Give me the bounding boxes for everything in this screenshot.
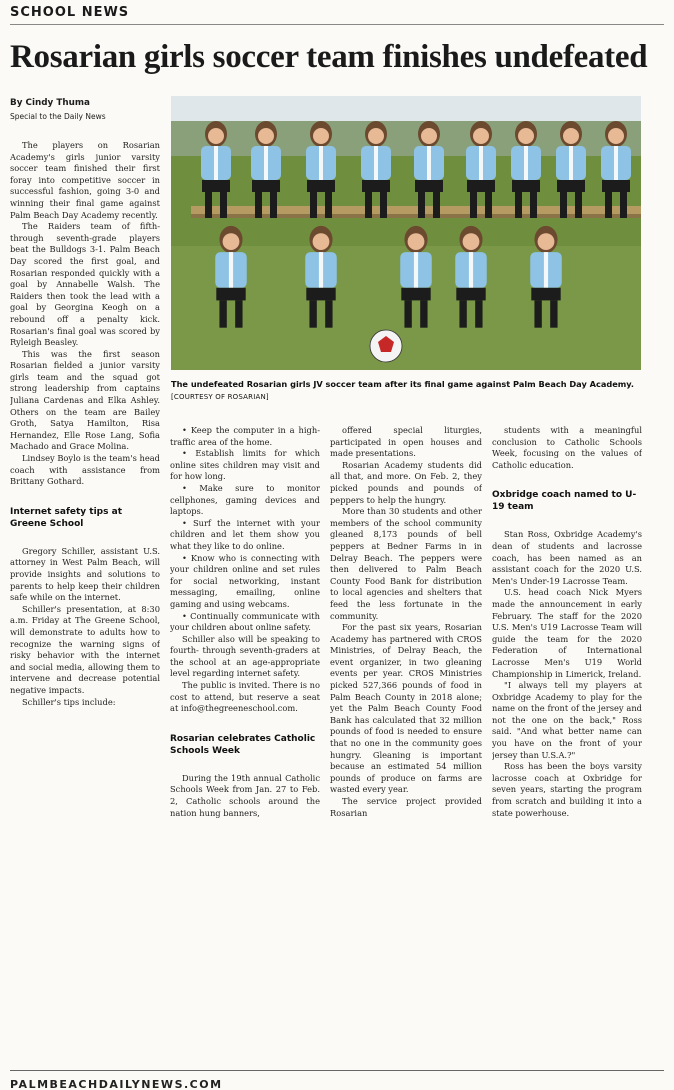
paragraph: Schiller's presentation, at 8:30 a.m. Friday at The Greene School, will demonstrate to adults how to recognize the warning signs of risky behavior with the internet and social media, allowing them to intervene and decrease potential negative impacts. [10, 603, 160, 695]
top-rule [10, 24, 664, 25]
paragraph: Lindsey Boylo is the team's head coach with assistance from Brittany Gothard. [10, 453, 160, 487]
tip-item: • Make sure to monitor cellphones, gaming devices and laptops. [170, 482, 320, 517]
paragraph: Rosarian Academy students did all that, and more. On Feb. 2, they picked pounds and pounds of peppers to help the hungry. [330, 459, 482, 505]
tip-item: • Know who is connecting with your children online and set rules for social networking, instant messaging, emailing, online gaming and using webcams. [170, 552, 320, 609]
subheading-catholic-schools-week: Rosarian celebrates Catholic Schools Week [170, 733, 316, 756]
caption-credit: [COURTESY OF ROSARIAN] [171, 393, 269, 401]
byline: By Cindy Thuma [10, 98, 90, 108]
photo-caption [171, 378, 641, 403]
column-3 [330, 425, 482, 1060]
paragraph: Schiller's tips include: [22, 696, 116, 707]
paragraph: Schiller also will be speaking to fourth- through seventh-graders at the school at an age-appropriate level regarding internet safety. [170, 633, 320, 679]
column-4 [492, 425, 642, 1060]
paragraph: For the past six years, Rosarian Academy has partnered with CROS Ministries, of Delray Beach, the event organizer, in two gleaning events per year. CROS Ministries picked 527,366 pounds of food in Palm Beach County in 2018 alone; yet the Palm Beach County Food Bank has calculated that 32 million pounds of food is needed to ensure that no one in the community goes hungry. Gleaning is important because an estimated 54 million pounds of produce on farms are wasted every year. [330, 622, 482, 795]
paragraph: Ross has been the boys varsity lacrosse coach at Oxbridge for seven years, starting the program from scratch and building it into a state powerhouse. [492, 761, 642, 818]
tip-item: • Surf the internet with your children and let them show you what they like to do online. [170, 517, 320, 551]
tip-item: • Continually communicate with your children about online safety. [170, 610, 320, 633]
tip-item: • Keep the computer in a high-traffic area of the home. [170, 425, 320, 447]
paragraph: Stan Ross, Oxbridge Academy's dean of students and lacrosse coach, has been named as an assistant coach for the 2020 U.S. Men's Under-19 Lacrosse Team. [492, 529, 642, 586]
paragraph: "I always tell my players at Oxbridge Academy to play for the name on the front of the jersey and not the one on the back," Ross said. "And what better name can you have on the front of your jersey than U.S.A.?" [492, 680, 642, 760]
caption-text: The undefeated Rosarian girls JV soccer team after its final game against Palm Beach Day Academy. [171, 379, 634, 389]
paragraph: The Raiders team of fifth- through seventh-grade players beat the Bulldogs 3-1. Palm Beach Day scored the first goal, and Rosarian responded quickly with a goal by Annabelle Walsh. The Raiders then took the lead with a goal by Georgina Keogh on a rebound off a penalty kick. Rosarian's final goal was scored by Ryleigh Beasley. [10, 221, 160, 348]
paragraph: During the 19th annual Catholic Schools Week from Jan. 27 to Feb. 2, Catholic schools around the nation hung banners, [170, 772, 320, 818]
team-photo [171, 96, 641, 370]
column-1 [10, 140, 160, 1060]
tip-item: • Establish limits for which online sites children may visit and for how long. [170, 448, 320, 482]
column-2 [170, 425, 320, 1060]
section-label: SCHOOL NEWS [10, 5, 130, 20]
paragraph: Gregory Schiller, assistant U.S. attorney in West Palm Beach, will provide insights and solutions to parents to help keep their children safe while on the internet. [10, 545, 160, 603]
headline: Rosarian girls soccer team finishes undefeated [10, 39, 648, 75]
team-photo-illustration [171, 96, 641, 370]
subheading-oxbridge-coach: Oxbridge coach named to U-19 team [492, 490, 637, 513]
paragraph: More than 30 students and other members of the school community gleaned 8,173 pounds of bell peppers at Bedner Farms in in Delray Beach. The peppers were then delivered to Palm Beach County Food Bank for distribution to local agencies and shelters that feed the less fortunate in the community. [330, 506, 482, 621]
paragraph: The service project provided Rosarian [330, 796, 482, 818]
paragraph: U.S. head coach Nick Myers made the announcement in early February. The staff for the 2020 U.S. Men's U19 Lacrosse Team will guide the team for the 2020 Federation of International Lacrosse Men's U19 World Championship in Limerick, Ireland. [492, 587, 642, 679]
paragraph: The players on Rosarian Academy's girls junior varsity soccer team finished their first foray into competitive soccer in successful fashion, going 3-0 and winning their final game against Palm Beach Day Academy recently. [10, 140, 160, 220]
paragraph: This was the first season Rosarian fielded a junior varsity girls team and the squad got strong leadership from captains Juliana Cardenas and Elka Ashley. Others on the team are Bailey Groth, Satya Hamilton, Risa Hernandez, Elle Rose Lang, Sofia Machado and Grace Molina. [10, 348, 160, 452]
paragraph: students with a meaningful conclusion to Catholic Schools Week, focusing on the values of Catholic education. [492, 425, 642, 470]
footer-site: PALMBEACHDAILYNEWS.COM [10, 1078, 223, 1090]
subheading-internet-safety: Internet safety tips at Greene School [10, 506, 122, 529]
byline-credit: Special to the Daily News [10, 112, 106, 121]
paragraph: offered special liturgies, participated in open houses and made presentations. [330, 425, 482, 459]
footer-rule [10, 1070, 664, 1071]
paragraph: The public is invited. There is no cost to attend, but reserve a seat at info@thegreeneschool.com. [170, 680, 320, 714]
